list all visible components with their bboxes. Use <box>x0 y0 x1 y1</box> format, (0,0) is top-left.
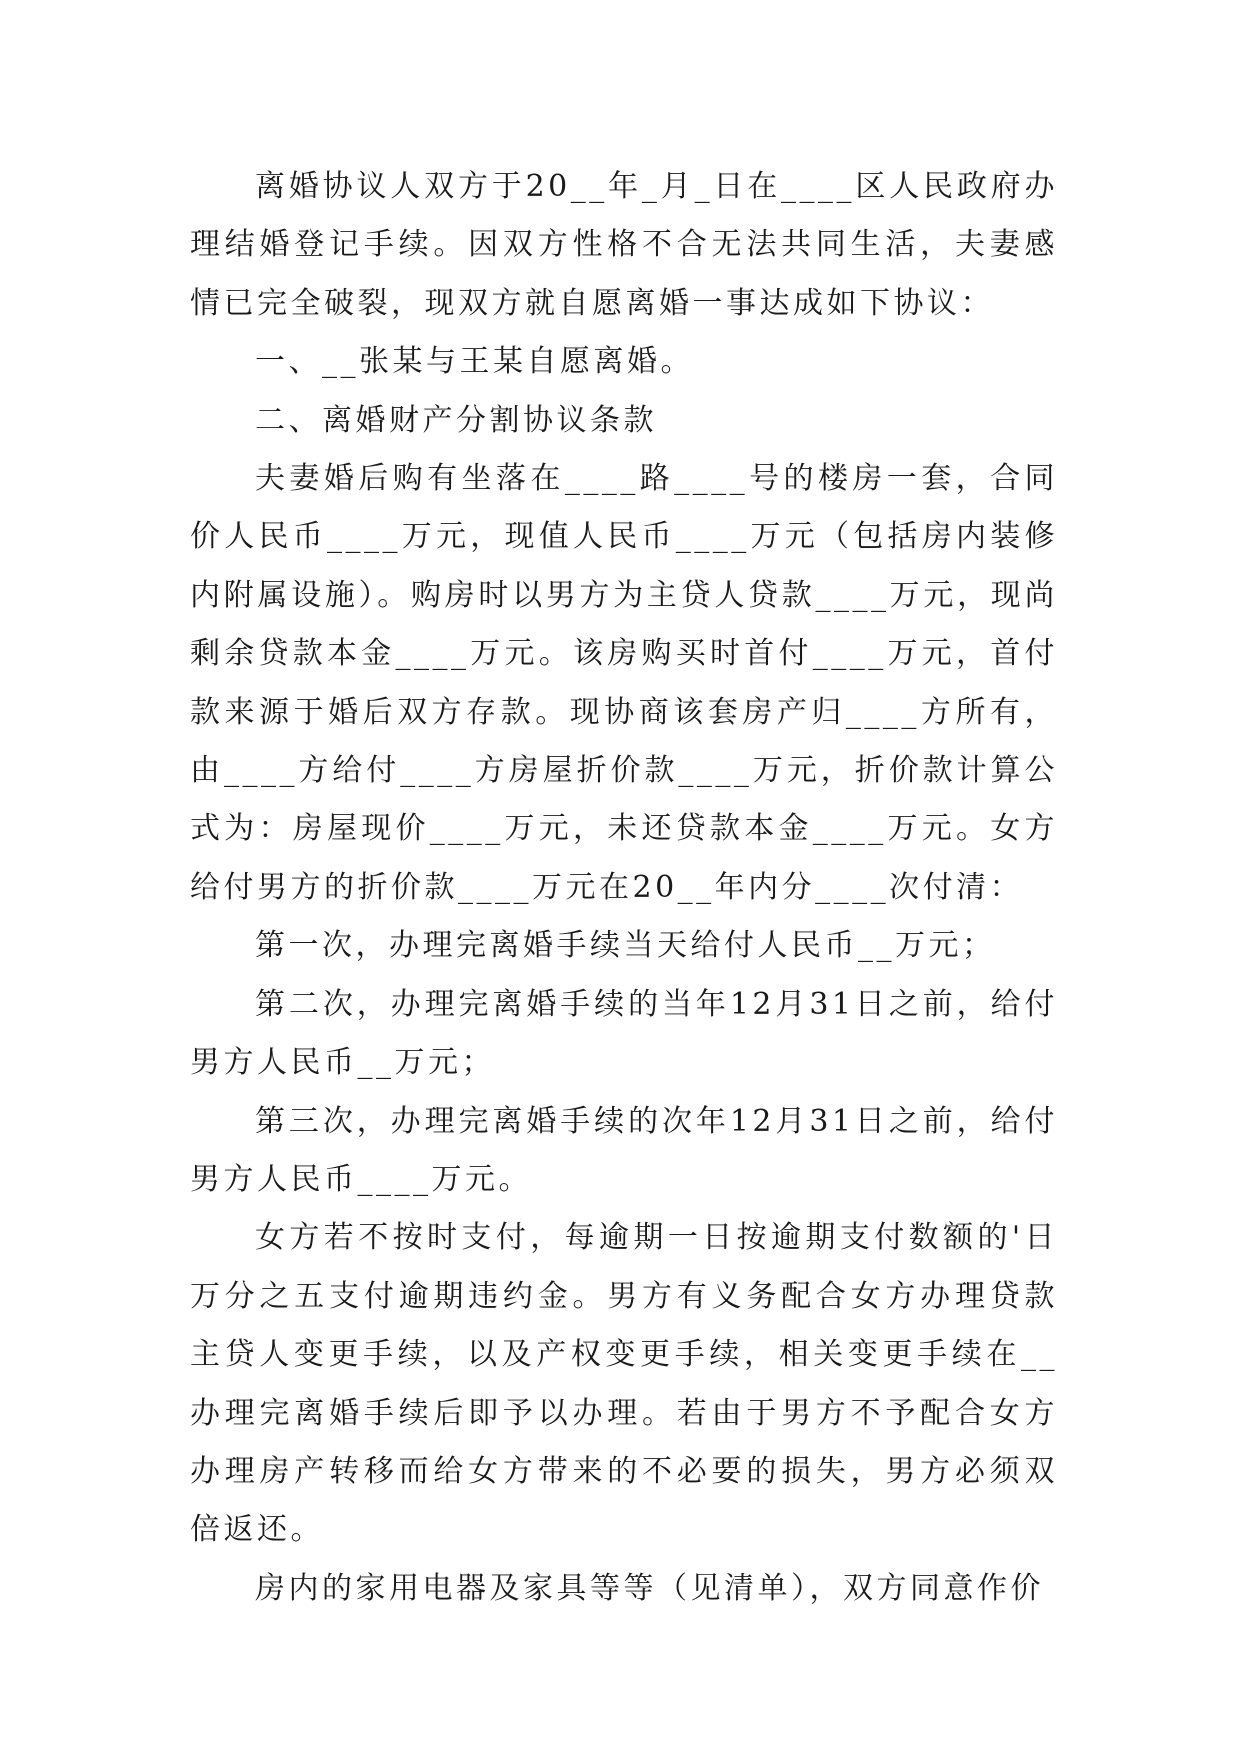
paragraph-clause-one: 一、__张某与王某自愿离婚。 <box>255 344 694 380</box>
document-body <box>190 158 1058 1618</box>
paragraph-preamble: 离婚协议人双方于20__年_月_日在____区人民政府办理结婚登记手续。因双方性格不合无法共同生活，夫妻感情已完全破裂，现双方就自愿离婚一事达成如下协议： <box>190 169 1058 321</box>
paragraph-second-payment: 第二次，办理完离婚手续的当年12月31日之前，给付男方人民币__万元； <box>190 986 1058 1081</box>
paragraph-third-payment: 第三次，办理完离婚手续的次年12月31日之前，给付男方人民币____万元。 <box>190 1103 1058 1197</box>
paragraph-clause-two-heading: 二、离婚财产分割协议条款 <box>255 402 657 438</box>
paragraph-late-payment: 女方若不按时支付，每逾期一日按逾期支付数额的'日万分之五支付逾期违约金。男方有义务配合女方办理贷款主贷人变更手续，以及产权变更手续，相关变更手续在__办理完离婚手续后即予以办理。若由于男方不予配合女方办理房产转移而给女方带来的不必要的损失，男方必须双倍返还。 <box>190 1220 1058 1548</box>
paragraph-appliances: 房内的家用电器及家具等等（见清单），双方同意作价 <box>255 1570 1044 1606</box>
paragraph-house-terms: 夫妻婚后购有坐落在____路____号的楼房一套，合同价人民币____万元，现值人民币____万元（包括房内装修内附属设施）。购房时以男方为主贷人贷款____万元，现尚剩余贷款本金____万元。该房购买时首付____万元，首付款来源于婚后双方存款。现协商该套房产归____方所有，由____方给付____方房屋折价款____万元，折价款计算公式为：房屋现价____万元，未还贷款本金____万元。女方给付男方的折价款____万元在20__年内分____次付清： <box>190 461 1058 905</box>
paragraph-first-payment: 第一次，办理完离婚手续当天给付人民币__万元； <box>255 928 996 964</box>
